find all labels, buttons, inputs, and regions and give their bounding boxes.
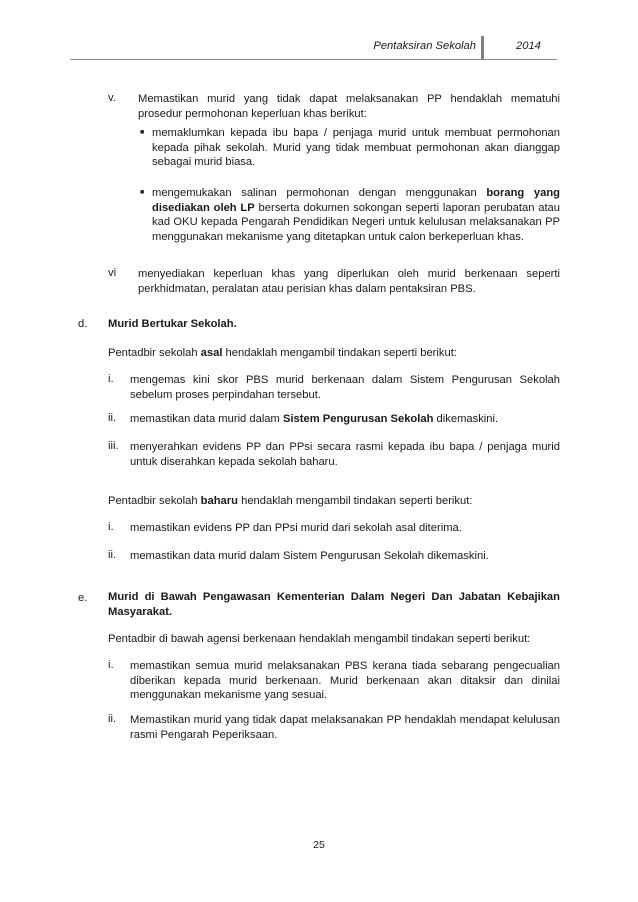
intro-1-a: Pentadbir sekolah (108, 347, 201, 359)
d-iii-text: menyerahkan evidens PP dan PPsi secara rasmi kepada ibu bapa / penjaga murid untuk diserahkan kepada sekolah baharu. (130, 441, 560, 468)
intro-1-bold: asal (200, 347, 223, 359)
header-year: 2014 (516, 40, 541, 52)
item-vi (138, 267, 560, 296)
bullet-icon: ■ (140, 189, 145, 196)
d-iii-number: iii. (108, 440, 119, 452)
intro-2-a: Pentadbir sekolah (108, 495, 201, 507)
d-j-text: memastikan evidens PP dan PPsi murid dari sekolah asal diterima. (130, 522, 462, 534)
section-d-heading: Murid Bertukar Sekolah. (108, 318, 237, 330)
item-v-text: Memastikan murid yang tidak dapat melaksanakan PP hendaklah mematuhi prosedur permohonan keperluan khas berikut: (138, 93, 560, 120)
item-v-bullet-2 (152, 186, 560, 244)
intro-1-c: hendaklah mengambil tindakan seperti berikut: (222, 347, 457, 359)
d-ii-number: ii. (108, 412, 117, 424)
item-v (138, 92, 560, 121)
d-iii (130, 440, 560, 469)
d-ii-c: dikemaskini. (433, 413, 499, 425)
e-ii-text: Memastikan murid yang tidak dapat melaksanakan PP hendaklah mendapat kelulusan rasmi Pengarah Peperiksaan. (130, 714, 560, 741)
header-title: Pentaksiran Sekolah (373, 40, 476, 52)
item-vi-text: menyediakan keperluan khas yang diperlukan oleh murid berkenaan seperti perkhidmatan, peralatan atau perisian khas dalam pentaksiran PBS. (138, 268, 560, 295)
intro-2-c: hendaklah mengambil tindakan seperti berikut: (237, 495, 473, 507)
d-j (130, 521, 560, 536)
section-e-intro (108, 632, 560, 647)
d-i-number: i. (108, 373, 114, 385)
section-e-letter: e. (78, 592, 88, 604)
page-header (0, 36, 638, 62)
e-ii (130, 713, 560, 742)
e-i (130, 659, 560, 703)
e-ii-number: ii. (108, 713, 117, 725)
section-e-intro-text: Pentadbir di bawah agensi berkenaan hendaklah mengambil tindakan seperti berikut: (108, 633, 531, 645)
d-i (130, 373, 560, 402)
section-e-heading (108, 590, 560, 619)
item-vi-number: vi (108, 267, 117, 279)
header-divider (481, 36, 484, 60)
header-rule (70, 59, 557, 60)
e-i-number: i. (108, 659, 114, 671)
bullet-1-text: memaklumkan kepada ibu bapa / penjaga murid untuk membuat permohonan kepada pihak sekolah. Murid yang tidak membuat permohonan akan dianggap sebagai murid biasa. (152, 127, 560, 168)
d-i-text: mengemas kini skor PBS murid berkenaan dalam Sistem Pengurusan Sekolah sebelum proses perpindahan tersebut. (130, 374, 560, 401)
d-ii-bold: Sistem Pengurusan Sekolah (282, 413, 434, 425)
intro-2-bold: baharu (200, 495, 238, 507)
page-number: 25 (313, 839, 325, 851)
item-v-bullet-1 (152, 126, 560, 170)
bullet-2-text (152, 186, 560, 244)
section-d-intro-1 (108, 346, 560, 361)
bullet-2-text-c: berserta dokumen sokongan seperti laporan perubatan atau kad OKU kepada Pengarah Pendidikan Negeri untuk kelulusan melaksanakan PP menggunakan mekanisme yang ditetapkan untuk calon berkeperluan khas. (152, 201, 560, 243)
d-ii (130, 412, 560, 427)
d-k-text: memastikan data murid dalam Sistem Pengurusan Sekolah dikemaskini. (130, 550, 489, 562)
section-e-heading-text: Murid di Bawah Pengawasan Kementerian Dalam Negeri Dan Jabatan Kebajikan Masyarakat. (108, 591, 560, 618)
e-i-text: memastikan semua murid melaksanakan PBS kerana tiada sebarang pengecualian diberikan kepada murid berkenaan. Murid berkenaan akan ditaksir dan dinilai menggunakan mekanisme yang sesuai. (130, 660, 560, 701)
bullet-icon: ■ (140, 129, 145, 136)
d-k-number: ii. (108, 549, 117, 561)
section-d-intro-2 (108, 494, 560, 509)
section-d-letter: d. (78, 318, 88, 330)
bullet-2-text-bold: borang yang disediakan oleh LP (152, 187, 560, 214)
d-ii-a: memastikan data murid dalam (130, 413, 283, 425)
item-v-number: v. (108, 92, 116, 104)
d-k (130, 549, 560, 564)
bullet-2-text-a: mengemukakan salinan permohonan dengan menggunakan (152, 187, 487, 199)
d-j-number: i. (108, 521, 114, 533)
